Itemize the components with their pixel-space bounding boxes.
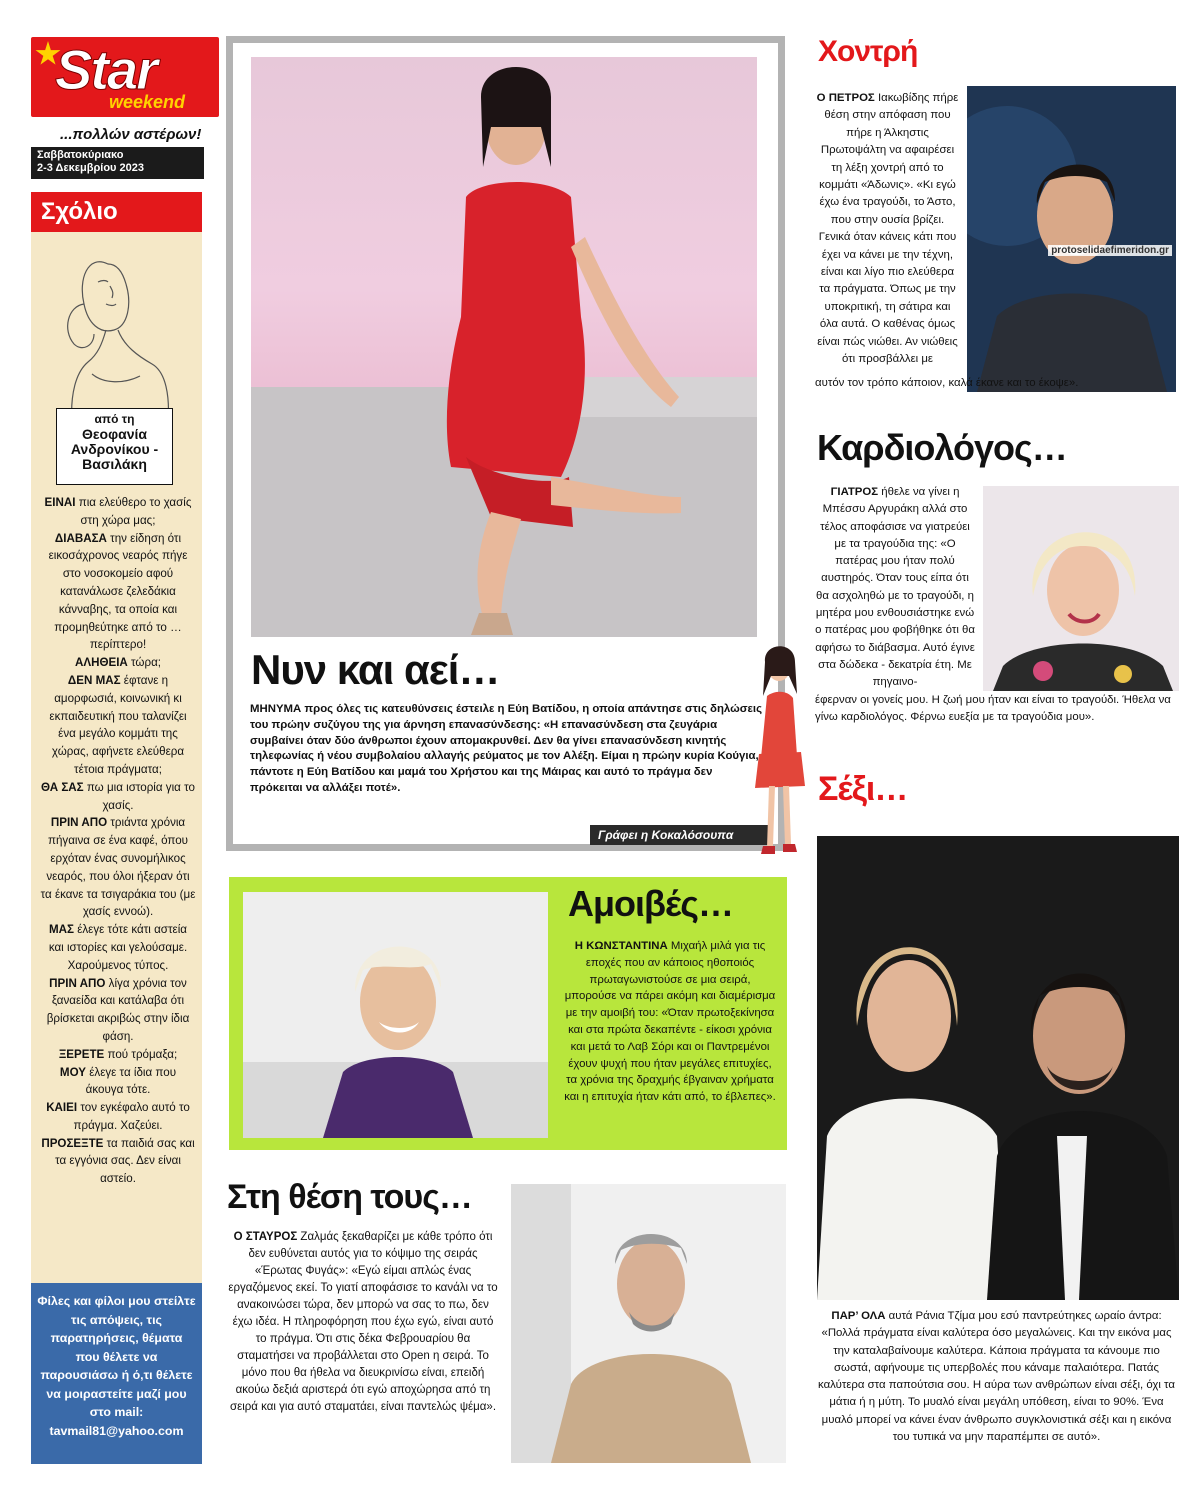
sexi-title: Σέξι… [818, 770, 908, 808]
main-story-title: Νυν και αεί… [251, 646, 500, 693]
author-sketch-portrait [48, 234, 188, 434]
kardio-photo [983, 486, 1179, 691]
xontri-title: Χοντρή [818, 35, 918, 68]
byline: Γράφει η Κοκαλόσουπα [590, 825, 770, 845]
watermark: protoselidaefimeridon.gr [1048, 245, 1172, 256]
sexi-lead: ΠΑΡ’ ΟΛΑ [831, 1310, 886, 1322]
xontri-text-continued: αυτόν τον τρόπο κάποιον, καλά έκανε και το έκοψε». [815, 377, 1079, 389]
logo-star-text: Star [55, 38, 156, 101]
author-prefix: από τη [94, 412, 135, 426]
main-story-photo [251, 57, 757, 637]
paragraph: ΕΙΝΑΙ πια ελεύθερο το χασίς στη χώρα μας; [44, 496, 192, 527]
xontri-text [815, 90, 960, 369]
kokalosoupa-illustration [745, 636, 805, 861]
thesi-photo [511, 1184, 786, 1463]
amoives-text [563, 938, 777, 1106]
tagline: ...πολλών αστέρων! [60, 126, 202, 143]
paragraph: ΜΟΥ έλεγε τα ίδια που άκουγα τότε. [59, 1065, 177, 1097]
amoives-body: Μιχαήλ μιλά για τις εποχές που αν κάποιος ηθοποιός πρωταγωνιστούσε σε μια σειρά, μπορούσε να πάρει ακόμη και διαμέρισμα με την αμοιβή του: «Όταν πρωτοξεκίνησα και στα πρώτα δεκαπέντε - είκοσι χρόνια και μετά το Λαβ Σόρι και οι Παντρεμένοι έχουν ψυχή που ήταν μεγάλες επιτυχίες, τα χρόνια της δραχμής έβγαιναν χρήματα και η επιτυχία ήταν κάτι από, το έβλεπες». [564, 940, 776, 1104]
paragraph: ΚΑΙΕΙ τον εγκέφαλο αυτό το πράγμα. Χαζεύει. [46, 1101, 190, 1132]
main-story-body: προς όλες τις κατευθύνσεις έστειλε η Εύη Βατίδου, η οποία απάντησε στις δηλώσεις του πρώην συζύγου της για άρνηση επανασύνδεσης: «Η επανασύνδεση στα ζευγάρια συμβαίνει όταν δύο άνθρωποι έχουν απομακρυνθεί. Δεν θα γίνει επανασύνδεση κινητής τηλεφωνίας ή νέου συμβολαίου αλλαγής ρεύματος με τον Αλέξη. Είμαι η πρώην κυρία Κούγια, πάντοτε η Εύη Βατίδου και μαμά του Χρήστου και της Μάιρας και αυτό το πράγμα δεν πρόκειται να αλλάξει ποτέ». [250, 703, 763, 794]
contact-email-link[interactable]: tavmail81@yahoo.com [49, 1423, 184, 1438]
kardio-body: ήθελε να γίνει η Μπέσσυ Αργυράκη αλλά στο τέλος αποφάσισε να γιατρεύει με τα τραγούδια της: «Ο πατέρας μου ήταν πολύ αυστηρός. Όταν τους είπα ότι θα ασχοληθώ με το τραγούδι, η μητέρα μου ενθουσιάστηκε ενώ ο πατέρας μου φοβήθηκε ότι θα αφήσω το διάβασμα. Αυτό έγινε στα δώδεκα - δεκατρία έτη. Με πηγαινο- [815, 486, 975, 689]
amoives-lead: Η ΚΩΝΣΤΑΝΤΙΝΑ [574, 940, 668, 952]
main-story-text [250, 702, 764, 797]
xontri-photo [967, 86, 1176, 392]
contact-box [31, 1283, 202, 1464]
sexi-text [815, 1308, 1178, 1446]
thesi-lead: Ο ΣΤΑΥΡΟΣ [233, 1231, 298, 1243]
scholio-column-text [40, 494, 196, 1188]
paragraph: ΞΕΡΕΤΕ πού τρόμαξα; [58, 1047, 178, 1061]
thesi-body: Ζαλμάς ξεκαθαρίζει με κάθε τρόπο ότι δεν ευθύνεται αυτός για το κόψιμο της σειράς «Έρωτας Φυγάς»: «Εγώ είμαι απλώς ένας εργαζόμενος εκεί. Το γιατί αποφάσισε το κανάλι να το ανακοινώσει τώρα, δεν μπορώ να σας το πω, δεν έχω ιδέα. Η πληροφόρηση που έχω εγώ, είναι αυτό το πράγμα. Ότι στις δέκα Φεβρουαρίου θα σταματήσει να προβάλλεται στο Open η σειρά. Το μόνο που θα ήθελα να διευκρινίσω είναι, επειδή ακούω δεξιά αριστερά ότι εγώ αποχώρησα από τη σειρά και για αυτό σταματάει, είναι παντελώς ψέμα». [228, 1231, 498, 1413]
kardio-lead: ΓΙΑΤΡΟΣ [830, 486, 879, 498]
paragraph: ΠΡΙΝ ΑΠΟ τριάντα χρόνια πήγαινα σε ένα καφέ, όπου ερχόταν ένας συνομήλικος νεαρός, που όλοι ήξεραν ότι τα έκανε τα τσιγαράκια του (με χασίς εννοώ). [40, 816, 196, 919]
author-credit [56, 408, 173, 485]
thesi-title: Στη θέση τους… [227, 1178, 472, 1216]
logo-weekend-text: weekend [109, 92, 186, 112]
paragraph: ΜΑΣ έλεγε τότε κάτι αστεία και ιστορίες και γελούσαμε. Χαρούμενος τύπος. [48, 923, 188, 972]
scholio-title: Σχόλιο [31, 192, 202, 232]
paragraph: ΠΡΟΣΕΞΤΕ τα παιδιά σας και τα εγγόνια σας. Δεν είναι αστείο. [41, 1136, 195, 1186]
xontri-lead: Ο ΠΕΤΡΟΣ [816, 92, 875, 104]
amoives-photo [243, 892, 548, 1138]
thesi-text [226, 1229, 500, 1416]
xontri-body: Ιακωβίδης πήρε θέση στην απόφαση που πήρε η Άλκηστις Πρωτοψάλτη να αφαιρέσει τη λέξη χοντρή από το κομμάτι «Άδωνις». «Κι εγώ έχω ένα τραγούδι, το Άστο, που στην ουσία βρίζει. Γενικά όταν κάνεις κάτι που έχει να κάνει με την τέχνη, είναι και λίγο πιο ελεύθερα τα πράγματα. Όπως με την υποκριτική, τη σάτιρα και όλα αυτά. Ο καθένας όμως είναι πώς νιώθει. Αν νιώθεις ότι προσβάλλει με [817, 92, 959, 366]
paragraph: ΔΕΝ ΜΑΣ έφτανε η αμορφωσιά, κοινωνική κι εκπαιδευτική που ταλανίζει ένα μεγάλο κομμάτι της χώρας, αφήνετε ελεύθερα τέτοια πράγματα; [49, 673, 187, 776]
issue-date [31, 147, 204, 179]
paragraph: ΘΑ ΣΑΣ πω μια ιστορία για το χασίς. [41, 780, 195, 812]
sexi-photo [817, 836, 1179, 1300]
issue-date-line1: Σαββατοκύριακο [37, 149, 124, 161]
contact-text: Φίλες και φίλοι μου στείλτε τις απόψεις, τις παρατηρήσεις, θέματα που θέλετε να παρουσιάσω ή ό,τι θέλετε να μοιραστείτε μαζί μου στο mail: [37, 1294, 196, 1419]
paragraph: ΑΛΗΘΕΙΑ τώρα; [74, 656, 162, 670]
author-name: Θεοφανία Ανδρονίκου - Βασιλάκη [70, 426, 159, 472]
amoives-title: Αμοιβές… [568, 883, 733, 924]
main-story-lead: ΜΗΝΥΜΑ [250, 703, 302, 715]
kardio-text-continued: έφερναν οι γονείς μου. Η ζωή μου ήταν και είναι το τραγούδι. Ήθελα να γίνω καρδιολόγος. Φέρνω ευεξία με τα τραγούδια μου». [815, 694, 1171, 724]
sexi-body: αυτά Ράνια Τζίμα μου εσύ παντρεύτηκες ωραίο άντρα: «Πολλά πράγματα είναι καλύτερα όσο μεγαλώνεις. Και την εικόνα μας την καταλαβαίνουμε καλύτερα. Κάποια πράγματα τα κάνουμε πιο σωστά, αφήνουμε τις υπερβολές που κάναμε παλαιότερα. Πατάς καλύτερα στα παπούτσια σου. Η αύρα των ανθρώπων είναι σέξι, όχι τα μάτια ή η μύτη. Το μυαλό είναι μεγάλη υπόθεση, είναι το 90%. Ένα μυαλό μπορεί να κάνει έναν άνθρωπο συγκλονιστικά σέξι και η εικόνα του τυπικά να μην παραπέμπει σε αυτό». [818, 1310, 1175, 1444]
paragraph: ΠΡΙΝ ΑΠΟ λίγα χρόνια τον ξαναείδα και κατάλαβα ότι βρίσκεται ακριβώς στην ίδια φάση. [46, 976, 190, 1043]
kardio-title: Καρδιολόγος… [817, 427, 1067, 468]
star-weekend-logo [31, 37, 219, 117]
issue-date-line2: 2-3 Δεκεμβρίου 2023 [37, 162, 144, 174]
paragraph: ΔΙΑΒΑΣΑ την είδηση ότι εικοσάχρονος νεαρός πήγε στο νοσοκομείο αφού κατανάλωσε ζελεδάκια κάνναβης, τα οποία και προμηθεύτηκε από το …περίπτερο! [48, 531, 188, 652]
kardio-text [815, 484, 975, 692]
